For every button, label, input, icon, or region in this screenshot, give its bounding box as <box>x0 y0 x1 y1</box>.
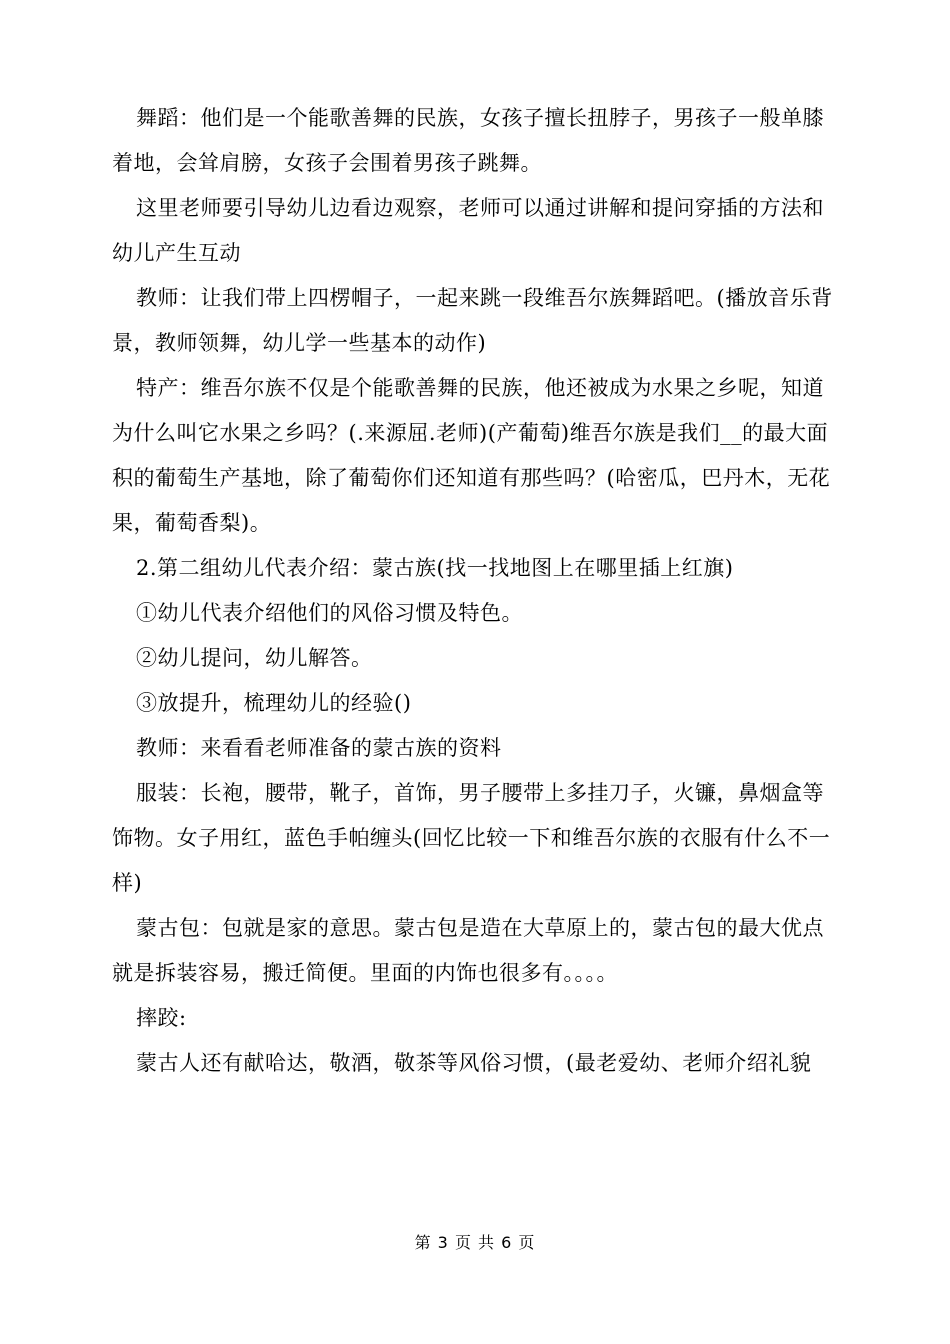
paragraph-teacher-dance: 教师：让我们带上四楞帽子，一起来跳一段维吾尔族舞蹈吧。(播放音乐背景，教师领舞，幼儿学一些基本的动作) <box>112 286 833 355</box>
paragraph-clothing: 服装：长袍，腰带，靴子，首饰，男子腰带上多挂刀子，火镰，鼻烟盒等饰物。女子用红，蓝色手帕缠头(回忆比较一下和维吾尔族的衣服有什么不一样) <box>112 781 831 895</box>
paragraph-customs: 蒙古人还有献哈达，敬酒，敬茶等风俗习惯，(最老爱幼、老师介绍礼貌 <box>136 1051 812 1075</box>
paragraph-dance: 舞蹈：他们是一个能歌善舞的民族，女孩子擅长扭脖子，男孩子一般单膝着地，会耸肩膀，女孩子会围着男孩子跳舞。 <box>112 106 824 175</box>
page-number-footer: 第 3 页 共 6 页 <box>414 1233 536 1252</box>
paragraph-yurt: 蒙古包：包就是家的意思。蒙古包是造在大草原上的，蒙古包的最大优点就是拆装容易，搬迁简便。里面的内饰也很多有。。。。 <box>112 916 824 985</box>
paragraph-step-three: ③放提升，梳理幼儿的经验() <box>136 691 412 715</box>
paragraph-wrestling: 摔跤: <box>136 1006 187 1030</box>
paragraph-step-one: ①幼儿代表介绍他们的风俗习惯及特色。 <box>136 601 523 625</box>
paragraph-specialty: 特产：维吾尔族不仅是个能歌善舞的民族，他还被成为水果之乡呢，知道为什么叫它水果之乡吗？(.来源屈.老师)(产葡萄)维吾尔族是我们__的最大面积的葡萄生产基地，除了葡萄你们还知道有那些吗？(哈密瓜，巴丹木，无花果，葡萄香梨)。 <box>112 376 831 535</box>
paragraph-step-two: ②幼儿提问，幼儿解答。 <box>136 646 373 670</box>
paragraph-teacher-guidance: 这里老师要引导幼儿边看边观察，老师可以通过讲解和提问穿插的方法和幼儿产生互动 <box>112 196 824 265</box>
paragraph-group-two: 2.第二组幼儿代表介绍：蒙古族(找一找地图上在哪里插上红旗) <box>136 556 734 580</box>
paragraph-teacher-materials: 教师：来看看老师准备的蒙古族的资料 <box>136 736 502 760</box>
document-body <box>112 96 838 1086</box>
